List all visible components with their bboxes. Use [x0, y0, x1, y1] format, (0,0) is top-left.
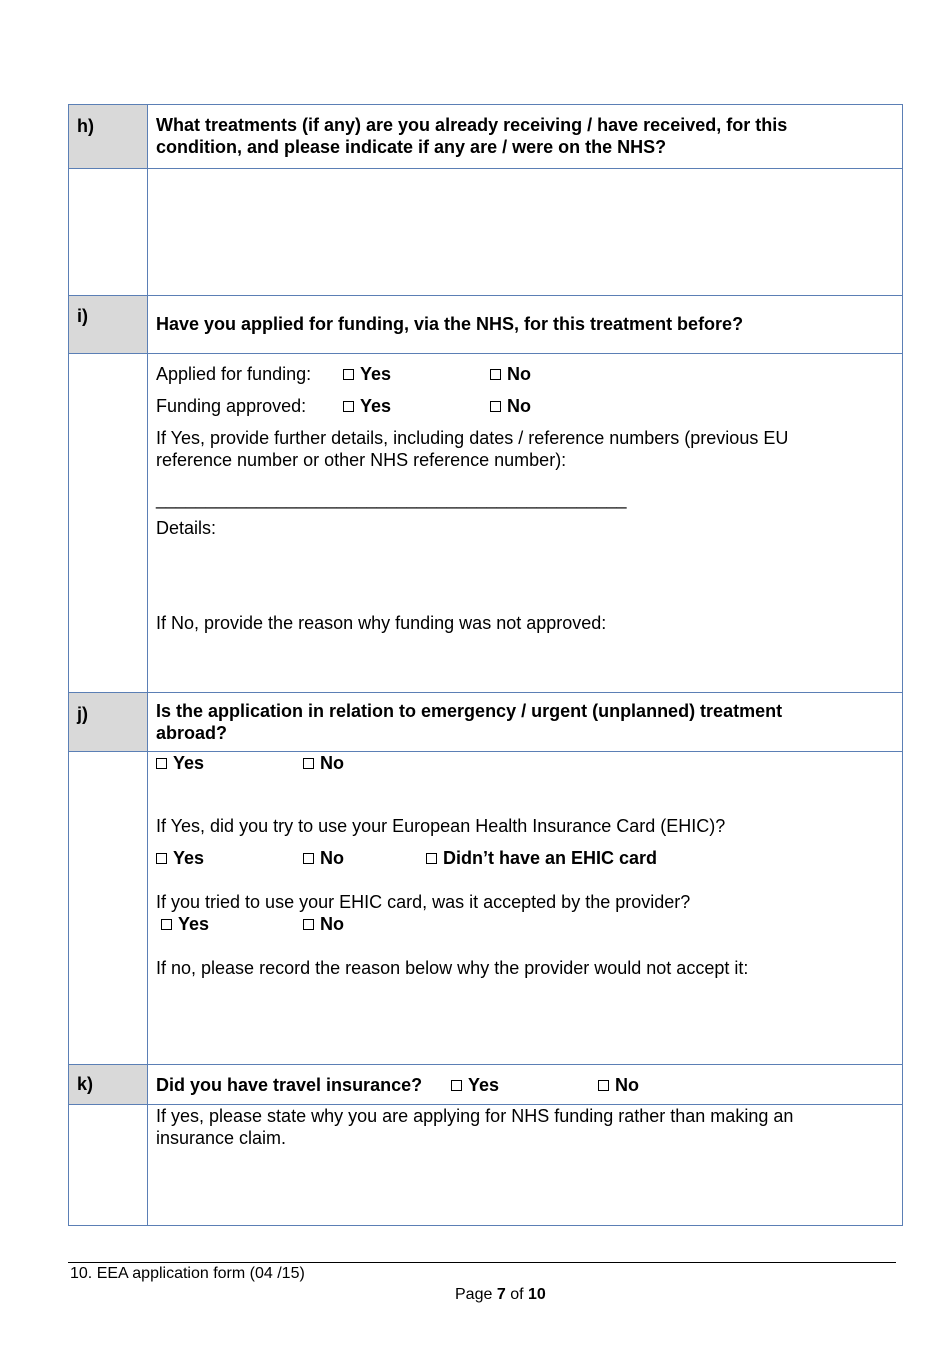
accepted-yes-checkbox[interactable]: Yes — [161, 913, 209, 935]
checkbox-icon — [303, 758, 314, 769]
section-h-label: h) — [69, 105, 148, 169]
checkbox-icon — [343, 369, 354, 380]
section-k-question: Did you have travel insurance? Yes No — [148, 1065, 903, 1105]
approved-no-checkbox[interactable]: No — [490, 395, 531, 417]
applied-no-checkbox[interactable]: No — [490, 363, 531, 385]
checkbox-icon — [161, 919, 172, 930]
checkbox-icon — [426, 853, 437, 864]
no-ehic-card-checkbox[interactable]: Didn’t have an EHIC card — [426, 847, 657, 869]
checkbox-icon — [490, 369, 501, 380]
emergency-no-checkbox[interactable]: No — [303, 752, 344, 774]
section-j-body: Yes No If Yes, did you try to use your European Health Insurance Card (EHIC)? Yes No Didn’t have an EHIC card If you tried to use your EHIC card, was it accepted by the provider? Yes No If no, please record the reason below why the provider would not accept it: — [148, 752, 903, 1065]
checkbox-icon — [598, 1080, 609, 1091]
section-j-question: Is the application in relation to emergency / urgent (unplanned) treatment abroad? — [148, 693, 903, 752]
section-i-question: Have you applied for funding, via the NHS, for this treatment before? — [148, 296, 903, 354]
ehic-yes-checkbox[interactable]: Yes — [156, 847, 204, 869]
accepted-no-checkbox[interactable]: No — [303, 913, 344, 935]
checkbox-icon — [156, 758, 167, 769]
checkbox-icon — [451, 1080, 462, 1091]
section-i-label: i) — [69, 296, 148, 354]
section-h-answer-area[interactable] — [148, 169, 903, 296]
emergency-yes-checkbox[interactable]: Yes — [156, 752, 204, 774]
section-i-body: Applied for funding: Yes No Funding approved: Yes No If Yes, provide further details, including dates / reference numbers (previous EU reference number or other NHS reference number): _______________________________________________ Details: If No, provide the reason why funding was not approved: — [148, 354, 903, 693]
application-form-table — [68, 104, 903, 1226]
checkbox-icon — [303, 919, 314, 930]
approved-yes-checkbox[interactable]: Yes — [343, 395, 391, 417]
footer-divider — [68, 1262, 896, 1263]
footer-form-name: 10. EEA application form (04 /15) — [70, 1265, 305, 1282]
reference-number-line[interactable]: _______________________________________________ — [156, 489, 627, 509]
section-k-label: k) — [69, 1065, 148, 1105]
checkbox-icon — [303, 853, 314, 864]
applied-yes-checkbox[interactable]: Yes — [343, 363, 391, 385]
section-h-question: What treatments (if any) are you already receiving / have received, for this condition, and please indicate if any are / were on the NHS? — [148, 105, 903, 169]
page-number: Page 7 of 10 — [455, 1286, 546, 1303]
checkbox-icon — [490, 401, 501, 412]
checkbox-icon — [156, 853, 167, 864]
ehic-no-checkbox[interactable]: No — [303, 847, 344, 869]
insurance-no-checkbox[interactable]: No — [598, 1074, 639, 1096]
insurance-yes-checkbox[interactable]: Yes — [451, 1074, 499, 1096]
section-k-body[interactable]: If yes, please state why you are applying for NHS funding rather than making an insurance claim. — [148, 1105, 903, 1226]
checkbox-icon — [343, 401, 354, 412]
section-j-label: j) — [69, 693, 148, 752]
